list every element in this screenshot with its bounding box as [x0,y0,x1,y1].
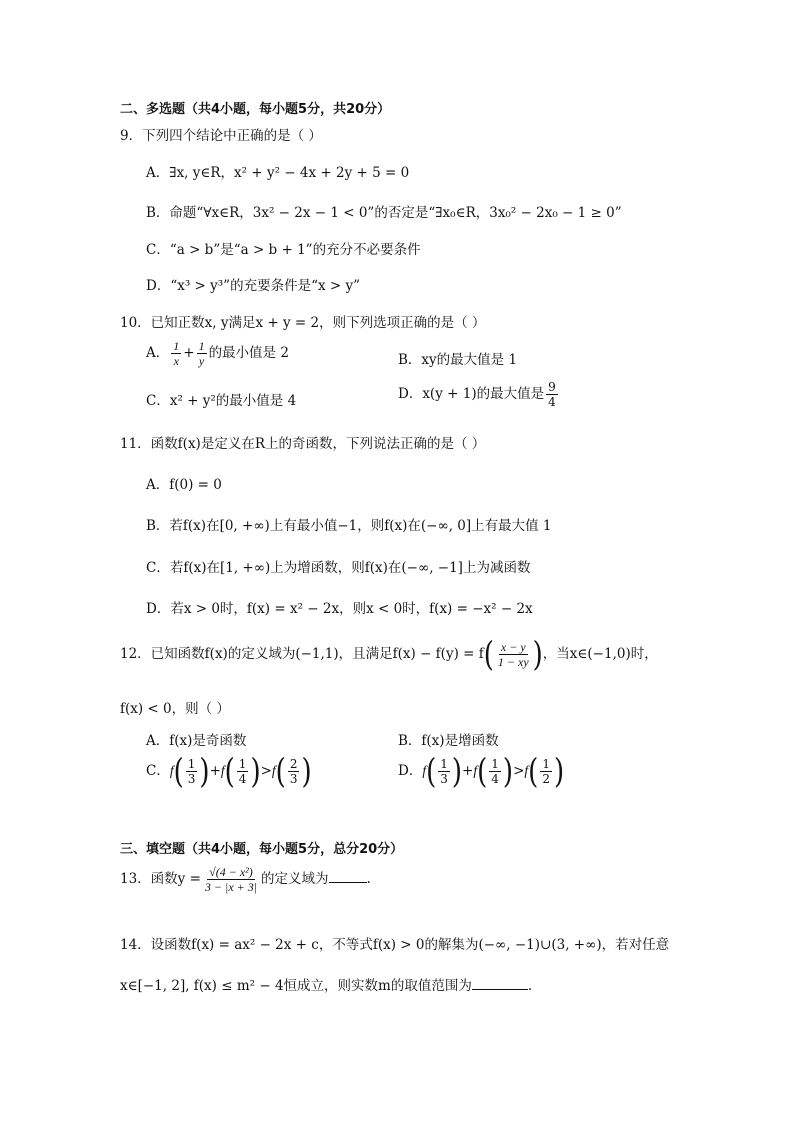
question-text: 的定义域为 [261,871,329,887]
fraction-1-over-3 [186,758,198,785]
question-13 [120,866,371,893]
question-10-stem: 10．已知正数x, y满足x + y = 2，则下列选项正确的是（ ） [120,315,486,331]
stem-text: 12．已知函数f(x)的定义域为(−1,1)，且满足f(x) − f(y) = f [120,646,484,662]
fraction-denominator: 4 [548,395,556,409]
fraction-numerator: 1 [187,757,196,771]
question-9-option-b: B．命题“∀x∈R，3x² − 2x − 1 < 0”的否定是“∃x₀∈R，3x₀² − 2x₀ − 1 ≥ 0” [146,205,622,221]
question-11-option-d: D．若x > 0时，f(x) = x² − 2x，则x < 0时，f(x) = −x² − 2x [146,601,533,617]
fraction-2-over-3 [288,758,300,785]
question-12-stem [120,635,658,674]
fraction-domain-expression [203,866,259,893]
right-paren: ) [532,635,543,674]
question-12-option-c [146,752,312,791]
function-f: f [220,763,225,778]
function-f: f [169,763,174,778]
fraction-denominator: x [173,354,179,368]
question-10-option-a [146,340,289,367]
function-f: f [524,763,529,778]
question-14-line-2 [120,974,532,994]
question-14-line-1: 14．设函数f(x) = ax² − 2x + c，不等式f(x) > 0的解集为(−∞, −1)∪(3, +∞)，若对任意 [120,937,670,953]
function-f: f [271,763,276,778]
fraction-numerator: 9 [548,380,556,394]
fraction-1-over-x [171,340,181,367]
question-9-option-a: A．∃x, y∈R，x² + y² − 4x + 2y + 5 = 0 [146,165,410,181]
greater-than-sign: > [513,763,525,779]
question-12-option-b: B．f(x)是增函数 [398,733,499,749]
right-paren: ) [502,752,514,791]
question-12-option-a: A．f(x)是奇函数 [146,733,247,749]
fraction-denominator: y [198,354,205,368]
fraction-1-over-y [197,340,207,367]
function-f: f [473,763,478,778]
left-paren: ( [224,752,235,791]
left-paren: ( [483,635,494,674]
fraction-denominator: 4 [491,772,499,786]
stem-text: ，当x∈(−1,0)时， [542,646,658,662]
fraction-numerator: x − y [500,640,526,654]
fraction-numerator: 1 [173,339,180,353]
fraction-denominator: 3 [289,772,298,786]
right-paren: ) [451,752,463,791]
fraction-numerator: 1 [198,339,205,353]
plus-sign: + [209,763,221,779]
left-paren: ( [426,752,437,791]
fraction-numerator: √(4 − x²) [209,865,253,879]
left-paren: ( [477,752,488,791]
left-paren: ( [528,752,539,791]
fraction-x-minus-y-over-1-minus-xy [496,641,531,668]
fraction-1-over-4 [489,758,501,785]
fraction-1-over-3 [438,758,450,785]
option-text: 的最小值是 2 [208,345,289,361]
left-paren: ( [173,752,184,791]
option-label: C． [146,763,170,779]
question-11-stem: 11．函数f(x)是定义在R上的奇函数，下列说法正确的是（ ） [120,436,486,452]
answer-blank[interactable] [472,989,528,990]
plus-sign: + [183,345,195,361]
left-paren: ( [275,752,286,791]
option-label: D． [398,763,423,779]
fraction-denominator: 4 [238,772,247,786]
greater-than-sign: > [260,763,272,779]
section-title-multiple-choice: 二、多选题（共4小题，每小题5分，共20分） [120,102,391,117]
fraction-denominator: 3 [440,772,448,786]
period: . [527,978,533,994]
fraction-9-over-4 [546,381,558,408]
section-title-fill-in: 三、填空题（共4小题，每小题5分，总分20分） [120,842,404,857]
question-9-option-d: D．“x³ > y³”的充要条件是“x > y” [146,278,361,294]
question-10-option-d [398,381,560,408]
question-11-option-b: B．若f(x)在[0, +∞)上有最小值−1，则f(x)在(−∞, 0]上有最大值 1 [146,518,552,534]
fraction-numerator: 1 [440,757,448,771]
option-label: A． [146,345,170,361]
fraction-numerator: 1 [491,757,499,771]
fraction-denominator: 3 [187,772,196,786]
question-10-option-c: C．x² + y²的最小值是 4 [146,393,297,409]
question-text: 13．函数y = [120,871,201,887]
fraction-numerator: 1 [542,757,550,771]
fraction-1-over-4 [237,758,249,785]
right-paren: ) [301,752,312,791]
question-text: x∈[−1, 2], f(x) ≤ m² − 4恒成立，则实数m的取值范围为 [120,978,472,994]
question-12-option-d [398,752,565,791]
plus-sign: + [462,763,474,779]
fraction-1-over-2 [540,758,552,785]
fraction-denominator: 3 − |x + 3| [204,880,258,894]
question-12-stem-line-2: f(x) < 0，则（ ） [120,701,230,717]
answer-blank[interactable] [329,882,367,883]
question-11-option-a: A．f(0) = 0 [146,477,222,493]
right-paren: ) [553,752,565,791]
question-10-option-b: B．xy的最大值是 1 [398,352,518,368]
fraction-numerator: 2 [289,757,298,771]
right-paren: ) [250,752,261,791]
fraction-numerator: 1 [238,757,247,771]
question-9-option-c: C．“a > b”是“a > b + 1”的充分不必要条件 [146,242,421,258]
right-paren: ) [199,752,210,791]
function-f: f [422,763,427,778]
question-11-option-c: C．若f(x)在[1, +∞)上为增函数，则f(x)在(−∞, −1]上为减函数 [146,560,531,576]
question-9-stem: 9．下列四个结论中正确的是（ ） [120,128,322,144]
option-text: D．x(y + 1)的最大值是 [398,386,545,402]
period: . [366,871,371,887]
fraction-denominator: 2 [542,772,550,786]
fraction-denominator: 1 − xy [497,655,529,669]
